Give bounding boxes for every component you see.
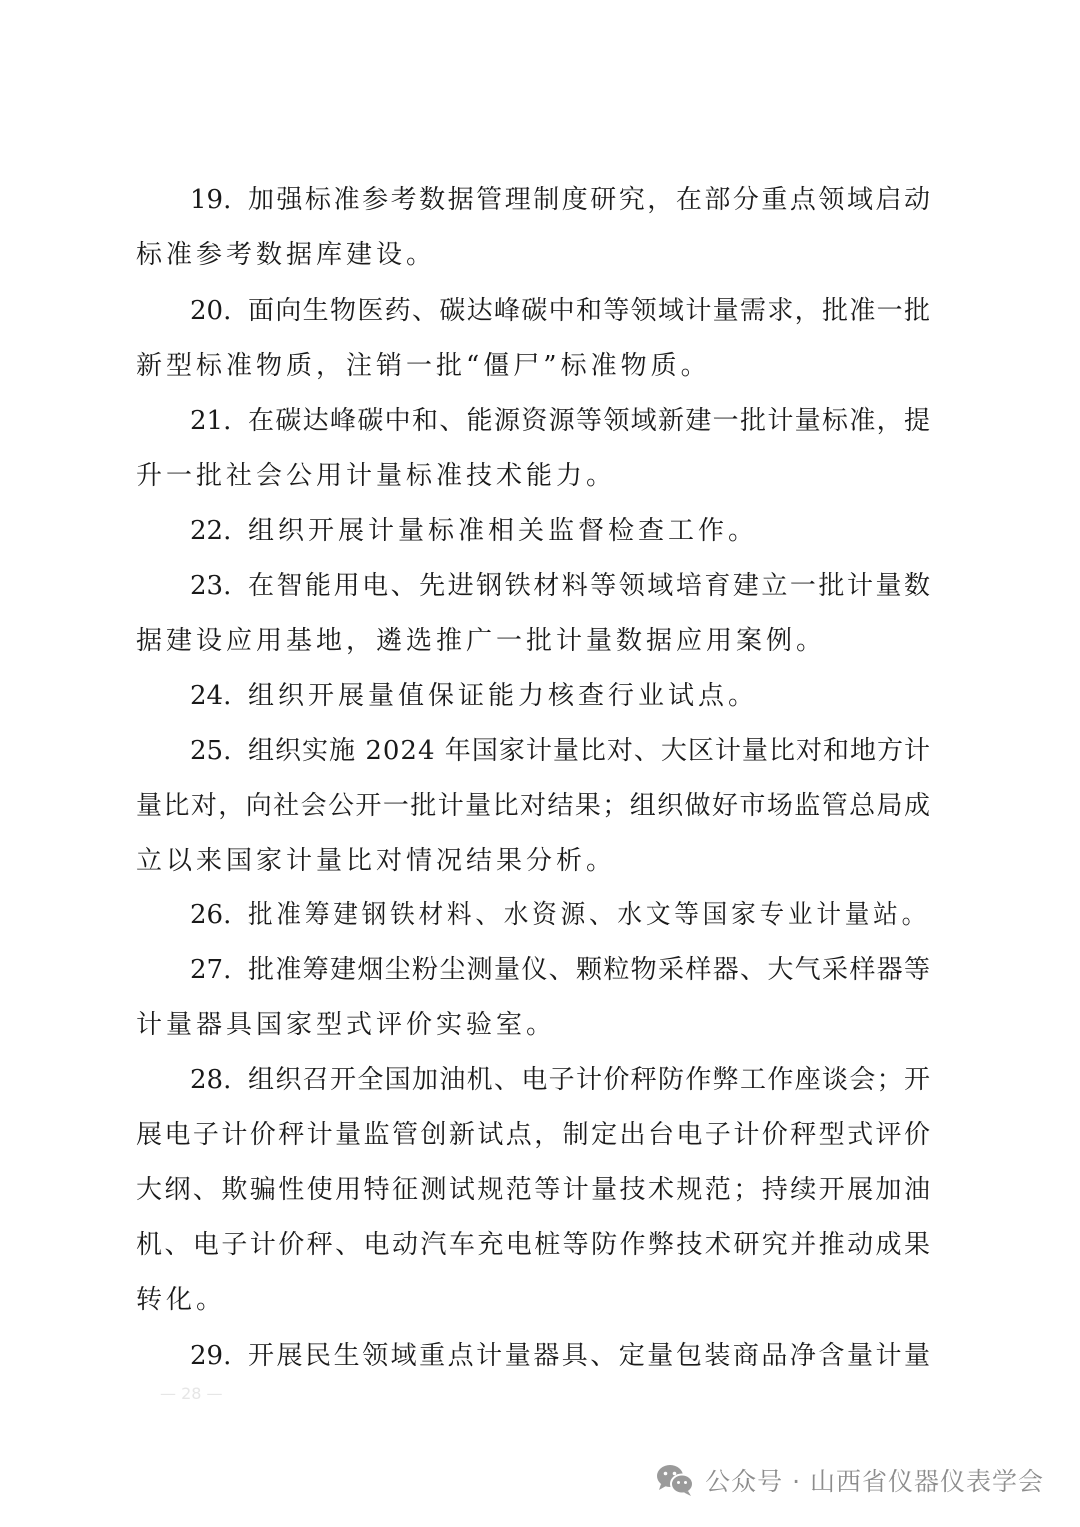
paragraph-number: 22. — [190, 516, 232, 546]
paragraph-text: 据建设应用基地，遴选推广一批计量数据应用案例。 — [136, 626, 827, 656]
official-account-watermark — [655, 1456, 1044, 1504]
paragraph-number: 23. — [190, 571, 232, 601]
paragraph-line — [0, 621, 1080, 661]
paragraph-line — [0, 841, 1080, 881]
paragraph-text: 新型标准物质，注销一批“僵尸”标准物质。 — [136, 351, 711, 381]
paragraph-line — [0, 1170, 1080, 1210]
paragraph-line — [0, 456, 1080, 496]
paragraph-number: 19. — [190, 185, 232, 215]
paragraph-text: 立以来国家计量比对情况结果分析。 — [136, 846, 617, 876]
wechat-icon — [655, 1463, 695, 1497]
paragraph-text: 在碳达峰碳中和、能源资源等领域新建一批计量标准，提 — [248, 406, 932, 436]
paragraph-number: 24. — [190, 681, 232, 711]
paragraph-first-line — [0, 731, 1080, 771]
paragraph-first-line — [0, 895, 1080, 935]
paragraph-text: 转化。 — [136, 1285, 227, 1315]
paragraph-number: 29. — [190, 1341, 232, 1371]
paragraph-first-line — [0, 401, 1080, 441]
paragraph-text: 机、电子计价秤、电动汽车充电桩等防作弊技术研究并推动成果 — [136, 1230, 933, 1260]
paragraph-text: 在智能用电、先进钢铁材料等领域培育建立一批计量数 — [248, 571, 933, 601]
paragraph-line — [0, 235, 1080, 275]
paragraph-text: 升一批社会公用计量标准技术能力。 — [136, 461, 617, 491]
paragraph-text: 展电子计价秤计量监管创新试点，制定出台电子计价秤型式评价 — [136, 1120, 933, 1150]
paragraph-first-line — [0, 1336, 1080, 1376]
paragraph-number: 25. — [190, 736, 232, 766]
paragraph-line — [0, 1005, 1080, 1045]
page-number-faint: — 28 — — [160, 1384, 223, 1403]
paragraph-text: 组织开展计量标准相关监督检查工作。 — [248, 516, 759, 546]
paragraph-line — [0, 1280, 1080, 1320]
paragraph-number: 20. — [190, 296, 232, 326]
paragraph-text: 批准筹建烟尘粉尘测量仪、颗粒物采样器、大气采样器等 — [248, 955, 932, 985]
paragraph-number: 26. — [190, 900, 232, 930]
paragraph-first-line — [0, 1060, 1080, 1100]
paragraph-line — [0, 1225, 1080, 1265]
paragraph-line — [0, 1115, 1080, 1155]
paragraph-number: 27. — [190, 955, 232, 985]
paragraph-text: 组织开展量值保证能力核查行业试点。 — [248, 681, 759, 711]
paragraph-first-line — [0, 566, 1080, 606]
paragraph-text: 组织实施 2024 年国家计量比对、大区计量比对和地方计 — [248, 736, 932, 766]
paragraph-number: 28. — [190, 1065, 232, 1095]
paragraph-text: 开展民生领域重点计量器具、定量包装商品净含量计量 — [248, 1341, 933, 1371]
paragraph-line — [0, 346, 1080, 386]
watermark-text: 公众号 · 山西省仪器仪表学会 — [705, 1467, 1044, 1496]
paragraph-text: 面向生物医药、碳达峰碳中和等领域计量需求，批准一批 — [248, 296, 932, 326]
paragraph-first-line — [0, 950, 1080, 990]
paragraph-first-line — [0, 180, 1080, 220]
paragraph-text: 批准筹建钢铁材料、水资源、水文等国家专业计量站。 — [248, 900, 930, 930]
paragraph-text: 大纲、欺骗性使用特征测试规范等计量技术规范；持续开展加油 — [136, 1175, 933, 1205]
paragraph-text: 计量器具国家型式评价实验室。 — [136, 1010, 557, 1040]
paragraph-first-line — [0, 676, 1080, 716]
paragraph-first-line — [0, 291, 1080, 331]
paragraph-text: 量比对，向社会公开一批计量比对结果；组织做好市场监管总局成 — [136, 791, 932, 821]
paragraph-text: 加强标准参考数据管理制度研究，在部分重点领域启动 — [248, 185, 933, 215]
paragraph-text: 组织召开全国加油机、电子计价秤防作弊工作座谈会；开 — [248, 1065, 932, 1095]
paragraph-line — [0, 786, 1080, 826]
paragraph-number: 21. — [190, 406, 232, 436]
paragraph-first-line — [0, 511, 1080, 551]
paragraph-text: 标准参考数据库建设。 — [136, 240, 437, 270]
